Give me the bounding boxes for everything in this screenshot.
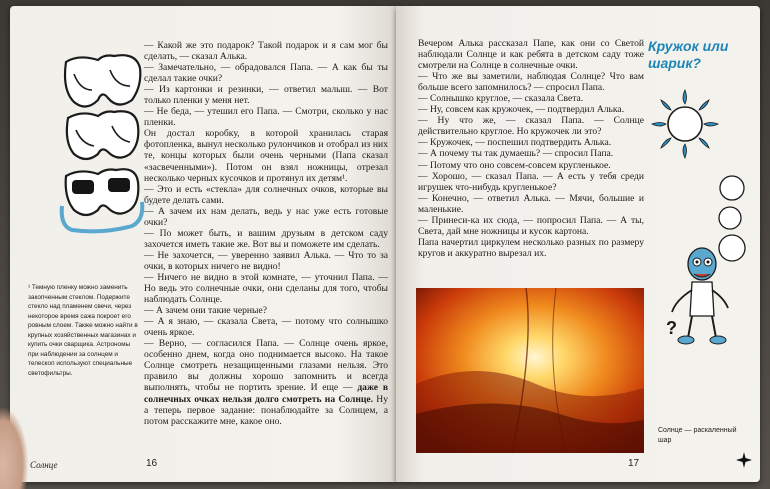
paragraph: — Не захочется, — уверенно заявил Алька. — Что то за очки, в которых ничего не видно! xyxy=(144,249,388,272)
right-text-column xyxy=(418,38,644,259)
bold-warning: даже в солнечных очках нельзя долго смотреть на Солнце. xyxy=(144,382,388,405)
paragraph: — Принеси-ка их сюда, — попросил Папа. — А ты, Света, дай мне ножницы и кусок картона. xyxy=(418,214,644,237)
paragraph: — Хорошо, — сказал Папа. — А есть у тебя среди игрушек что-нибудь кругленькое? xyxy=(418,170,644,193)
paragraph: — А зачем их нам делать, ведь у нас уже есть готовые очки? xyxy=(144,205,388,228)
page-number-right: 17 xyxy=(628,458,640,469)
section-heading: Кружок или шарик? xyxy=(648,38,729,71)
svg-text:?: ? xyxy=(666,318,677,338)
paragraph-final xyxy=(144,338,388,426)
paragraph: Папа начертил циркулем несколько разных по размеру кругов и аккуратно вырезал их. xyxy=(418,236,644,259)
paragraph: — Какой же это подарок? Такой подарок и я сам мог бы сделать, — сказал Алька. xyxy=(144,40,388,63)
paragraph: — Ну, совсем как кружочек, — подтвердил Алька. xyxy=(418,104,625,116)
paragraph: — А зачем они такие черные? xyxy=(144,305,267,317)
paragraph: — Замечательно, — обрадовался Папа. — А как бы ты сделал такие очки? xyxy=(144,62,388,85)
paragraph: — Кружочек, — поспешил подтвердить Алька. xyxy=(418,137,612,149)
paragraph-tail: Ну а теперь первое задание: понаблюдайте за Солнцем, а потом расскажите мне, какое оно. xyxy=(144,393,388,427)
paragraph: — Потому что оно совсем-совсем кругленькое. xyxy=(418,159,611,171)
hand-holding-book xyxy=(0,408,28,489)
paragraph: — Солнышко круглое, — сказала Света. xyxy=(418,93,584,105)
paragraph: — Не беда, — утешил его Папа. — Смотри, сколько у нас пленки. xyxy=(144,106,388,129)
paragraph: Вечером Алька рассказал Папе, как они со Светой наблюдали Солнце и как ребята в детском саду тоже смотрели на Солнце в солнечные очки. xyxy=(418,38,644,72)
paragraph: — Ну что же, — сказал Папа. — Солнце действительно круглое. Но кружочек ли это? xyxy=(418,115,644,138)
character-illustration xyxy=(662,242,742,354)
paragraph-text: — Верно, — согласился Папа. — Солнце очень яркое, особенно днем, когда оно поднимается высоко. На такое Солнце смотреть незащищенными глазами нельзя. Это правило вы должны хорошо запомнить и всегда выполнять, чтобы не портить зрение. И еще — xyxy=(144,338,388,394)
paragraph: — А почему ты так думаешь? — спросил Папа. xyxy=(418,148,614,160)
paragraph: — А я знаю, — сказала Света, — потому что солнышко очень яркое. xyxy=(144,316,388,339)
paragraph: — Ничего не видно в этой комнате, — уточнил Папа. — Но ведь это солнечные очки, они сделаны для того, чтобы наблюдать Солнце. xyxy=(144,271,388,306)
paragraph: Он достал коробку, в которой хранилась старая фотопленка, вынул несколько рулончиков и отобрал из них те, концы которых были очень черными (Папа сказал «засвеченными»). Потом он взял ножницы, отрезал несколько черных кусочков и протянул их детям¹. xyxy=(144,128,388,184)
page-number-left: 16 xyxy=(146,458,158,469)
sun-illustration xyxy=(650,88,720,160)
sun-photo xyxy=(416,288,644,453)
star-ornament-icon xyxy=(736,452,752,468)
paragraph: — Что же вы заметили, наблюдая Солнце? Что вам больше всего запомнилось? — спросил Папа. xyxy=(418,71,644,94)
photo-caption: Солнце — раскаленный шар xyxy=(658,427,737,444)
footnote: ¹ Темную пленку можно заменить закопченным стеклом. Подержите стекло над пламенем свечи, через некоторое время сажа покроет его ровным слоем. Также можно найти в крупных хозяйственных магазинах и купить очки сварщика. Астрономы при наблюдении за солнцем и телескоп используют специальные светофильтры. xyxy=(28,284,138,377)
paragraph: — Это и есть «стекла» для солнечных очков, которые вы будете делать сами. xyxy=(144,183,388,206)
running-footer-title: Солнце xyxy=(30,460,58,470)
paragraph: — Конечно, — ответил Алька. — Мячи, большие и маленькие. xyxy=(418,192,644,215)
paragraph: — Из картонки и резинки, — ответил малыш. — Вот только пленки у меня нет. xyxy=(144,84,388,107)
left-text-column xyxy=(144,40,388,427)
paragraph: — По может быть, и вашим друзьям в детском саду захочется иметь такие же. Вот вы и поможете им сделать. xyxy=(144,227,388,250)
sunglasses-illustration xyxy=(58,46,146,236)
right-page xyxy=(396,6,760,482)
left-page xyxy=(10,6,396,482)
